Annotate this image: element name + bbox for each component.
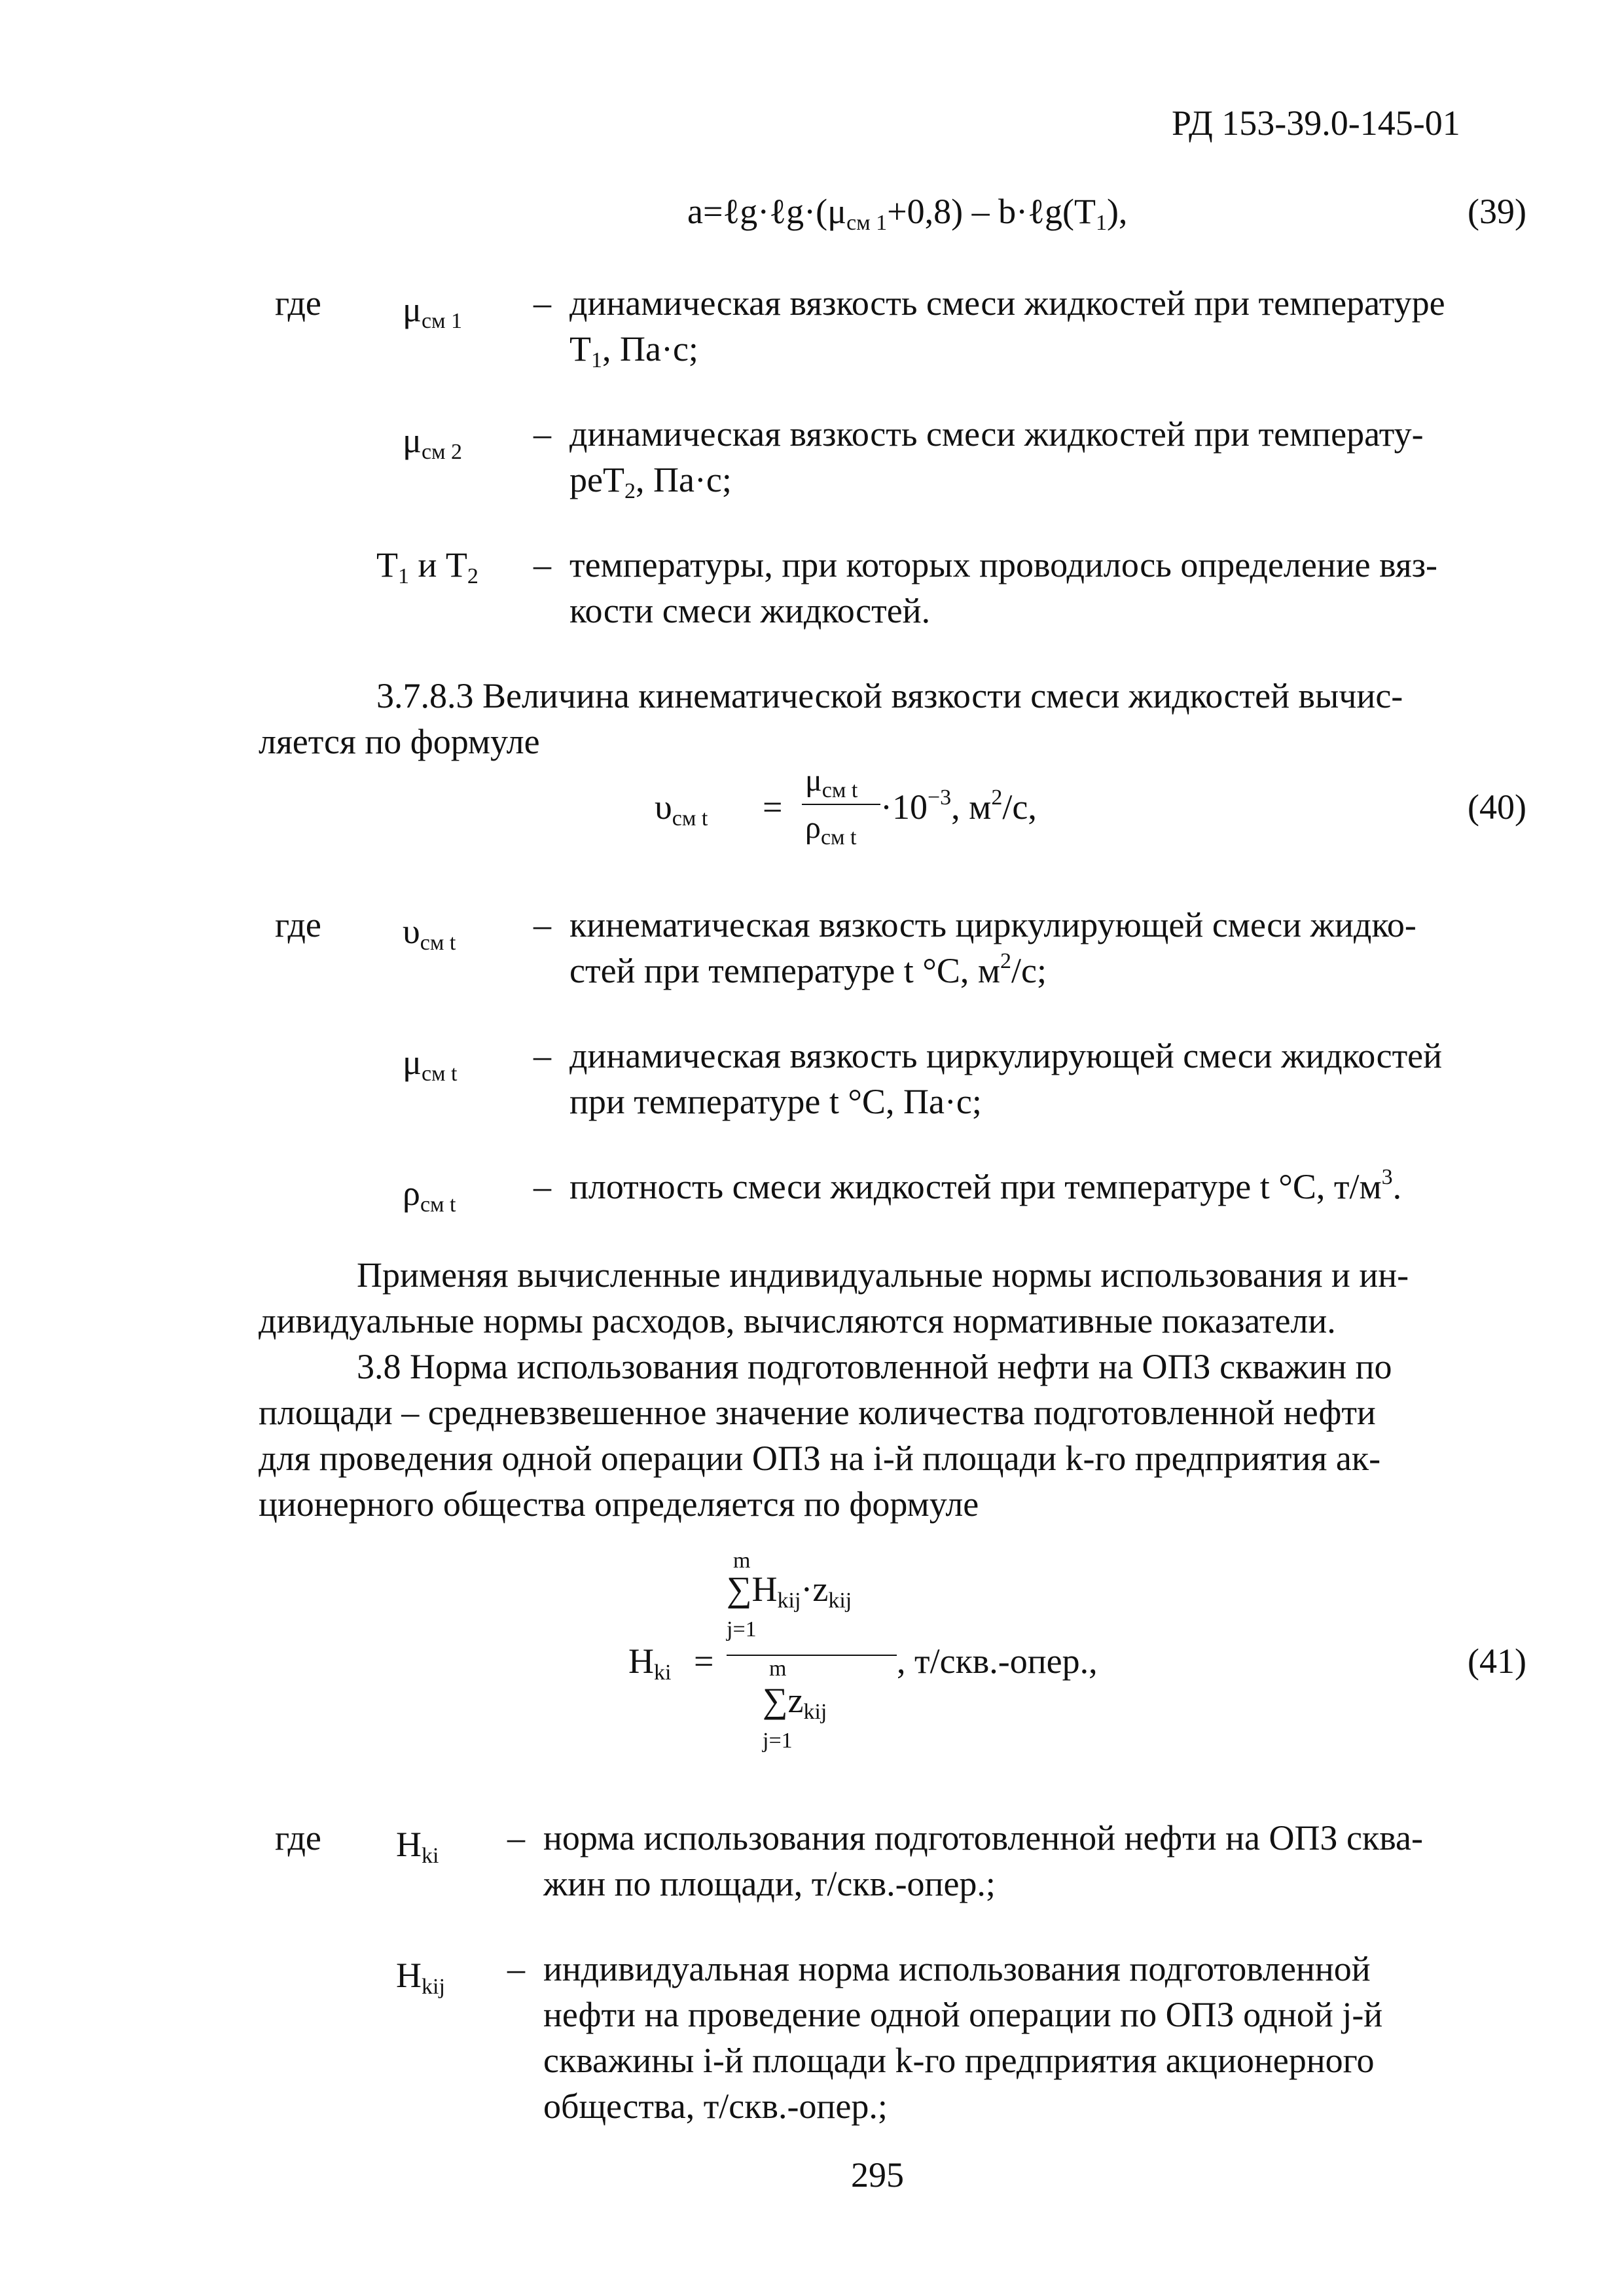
where-label: где: [275, 283, 321, 323]
formula-41-num-expression: $\sum H_{kij}\cdot z_{kij}$: [727, 1570, 852, 1613]
definition-h-kij-line1: индивидуальная норма использования подготовленной: [543, 1949, 1371, 1988]
paragraph-apply-line2: дивидуальные нормы расходов, вычисляются нормативные показатели.: [259, 1301, 1336, 1340]
formula-39-number: (39): [1468, 192, 1526, 231]
definition-mu-sm1-line1: динамическая вязкость смеси жидкостей при температуре: [569, 283, 1445, 323]
formula-41-num-sum-bottom: j=1: [727, 1617, 757, 1641]
symbol-h-ki: $H_{ki}$: [396, 1825, 439, 1868]
definition-dash: –: [533, 283, 551, 323]
definition-dash: –: [533, 545, 551, 584]
paragraph-3-7-8-3-line2: ляется по формуле: [259, 722, 540, 761]
definition-dash: –: [533, 414, 551, 454]
formula-40-lhs: $\upsilon_{см t}$: [655, 787, 708, 831]
page-number: 295: [851, 2155, 904, 2195]
definition-h-kij-line2: нефти на проведение одной операции по ОПЗ одной j-й: [543, 1995, 1383, 2034]
formula-40-numerator: $\mu_{см t}$: [805, 763, 858, 802]
definition-dash: –: [507, 1949, 525, 1988]
symbol-mu-smt: $\mu_{см t}$: [403, 1043, 458, 1086]
formula-40-factor: $\cdot 10^{-3}$, $м^2/с$,: [880, 785, 1037, 827]
symbol-upsilon-smt: $\upsilon_{см t}$: [403, 912, 456, 955]
document-code: РД 153-39.0-145-01: [1172, 103, 1460, 143]
paragraph-3-8-line3: для проведения одной операции ОПЗ на i-й площади k-го предприятия ак-: [259, 1439, 1381, 1478]
definition-t1-t2-line2: кости смеси жидкостей.: [569, 591, 931, 630]
formula-40-denominator: $\rho_{см t}$: [805, 810, 857, 850]
definition-dash: –: [533, 1167, 551, 1206]
formula-41-den-expression: $\sum z_{kij}$: [763, 1681, 827, 1724]
where-label: где: [275, 1818, 321, 1857]
formula-40-equals: =: [763, 787, 783, 827]
paragraph-3-8-line4: ционерного общества определяется по формуле: [259, 1484, 979, 1524]
formula-41-den-sum-bottom: j=1: [763, 1729, 793, 1753]
formula-41-den-sum-top: m: [769, 1657, 787, 1681]
formula-41-equals: =: [694, 1641, 714, 1681]
formula-40-fraction-bar: [802, 804, 880, 805]
symbol-rho-smt: $\rho_{см t}$: [403, 1174, 456, 1217]
definition-mu-sm2-line1: динамическая вязкость смеси жидкостей при температу-: [569, 414, 1424, 454]
definition-mu-sm2-line2: реT$_2$, Па·с;: [569, 460, 732, 503]
definition-dash: –: [533, 905, 551, 944]
paragraph-apply-line1: Применяя вычисленные индивидуальные нормы использования и ин-: [357, 1255, 1409, 1295]
where-label: где: [275, 905, 321, 944]
symbol-h-kij: $H_{kij}$: [396, 1956, 445, 1999]
definition-t1-t2-line1: температуры, при которых проводилось определение вяз-: [569, 545, 1438, 584]
symbol-mu-sm1: $\mu_{см 1}$: [403, 290, 463, 333]
definition-rho-smt-line1: плотность смеси жидкостей при температуре t °С, $т/м^3$.: [569, 1165, 1402, 1206]
definition-h-kij-line4: общества, т/скв.-опер.;: [543, 2087, 888, 2126]
paragraph-3-7-8-3-line1: 3.7.8.3 Величина кинематической вязкости смеси жидкостей вычис-: [376, 676, 1403, 715]
paragraph-3-8-line2: площади – средневзвешенное значение количества подготовленной нефти: [259, 1393, 1376, 1432]
definition-dash: –: [533, 1036, 551, 1075]
formula-41-units: , т/скв.-опер.,: [897, 1641, 1098, 1681]
definition-h-ki-line1: норма использования подготовленной нефти на ОПЗ сква-: [543, 1818, 1423, 1857]
definition-h-kij-line3: скважины i-й площади k-го предприятия акционерного: [543, 2041, 1375, 2080]
symbol-t1-t2: $T_1$ и $T_2$: [376, 545, 478, 588]
definition-upsilon-smt-line2: стей при температуре t °С, $м^2/с$;: [569, 949, 1047, 990]
definition-dash: –: [507, 1818, 525, 1857]
formula-41-number: (41): [1468, 1641, 1526, 1681]
symbol-mu-sm2: $\mu_{см 2}$: [403, 421, 463, 464]
formula-41-num-sum-top: m: [733, 1549, 751, 1573]
formula-39: $a=\ell g\cdot\ell g\cdot(\mu_{см 1}+0,8)$ – $b\cdot\ell g(T_1)$,: [687, 192, 1128, 235]
formula-41-lhs: $H_{ki}$: [628, 1641, 672, 1685]
formula-41-fraction-bar: [727, 1655, 897, 1656]
definition-upsilon-smt-line1: кинематическая вязкость циркулирующей смеси жидко-: [569, 905, 1416, 944]
paragraph-3-8-line1: 3.8 Норма использования подготовленной нефти на ОПЗ скважин по: [357, 1347, 1392, 1386]
definition-mu-smt-line1: динамическая вязкость циркулирующей смеси жидкостей: [569, 1036, 1443, 1075]
definition-mu-smt-line2: при температуре t °С, Па·с;: [569, 1082, 982, 1121]
definition-mu-sm1-line2: $T_1$, Па·с;: [569, 329, 698, 372]
definition-h-ki-line2: жин по площади, т/скв.-опер.;: [543, 1864, 996, 1903]
formula-40-number: (40): [1468, 787, 1526, 827]
